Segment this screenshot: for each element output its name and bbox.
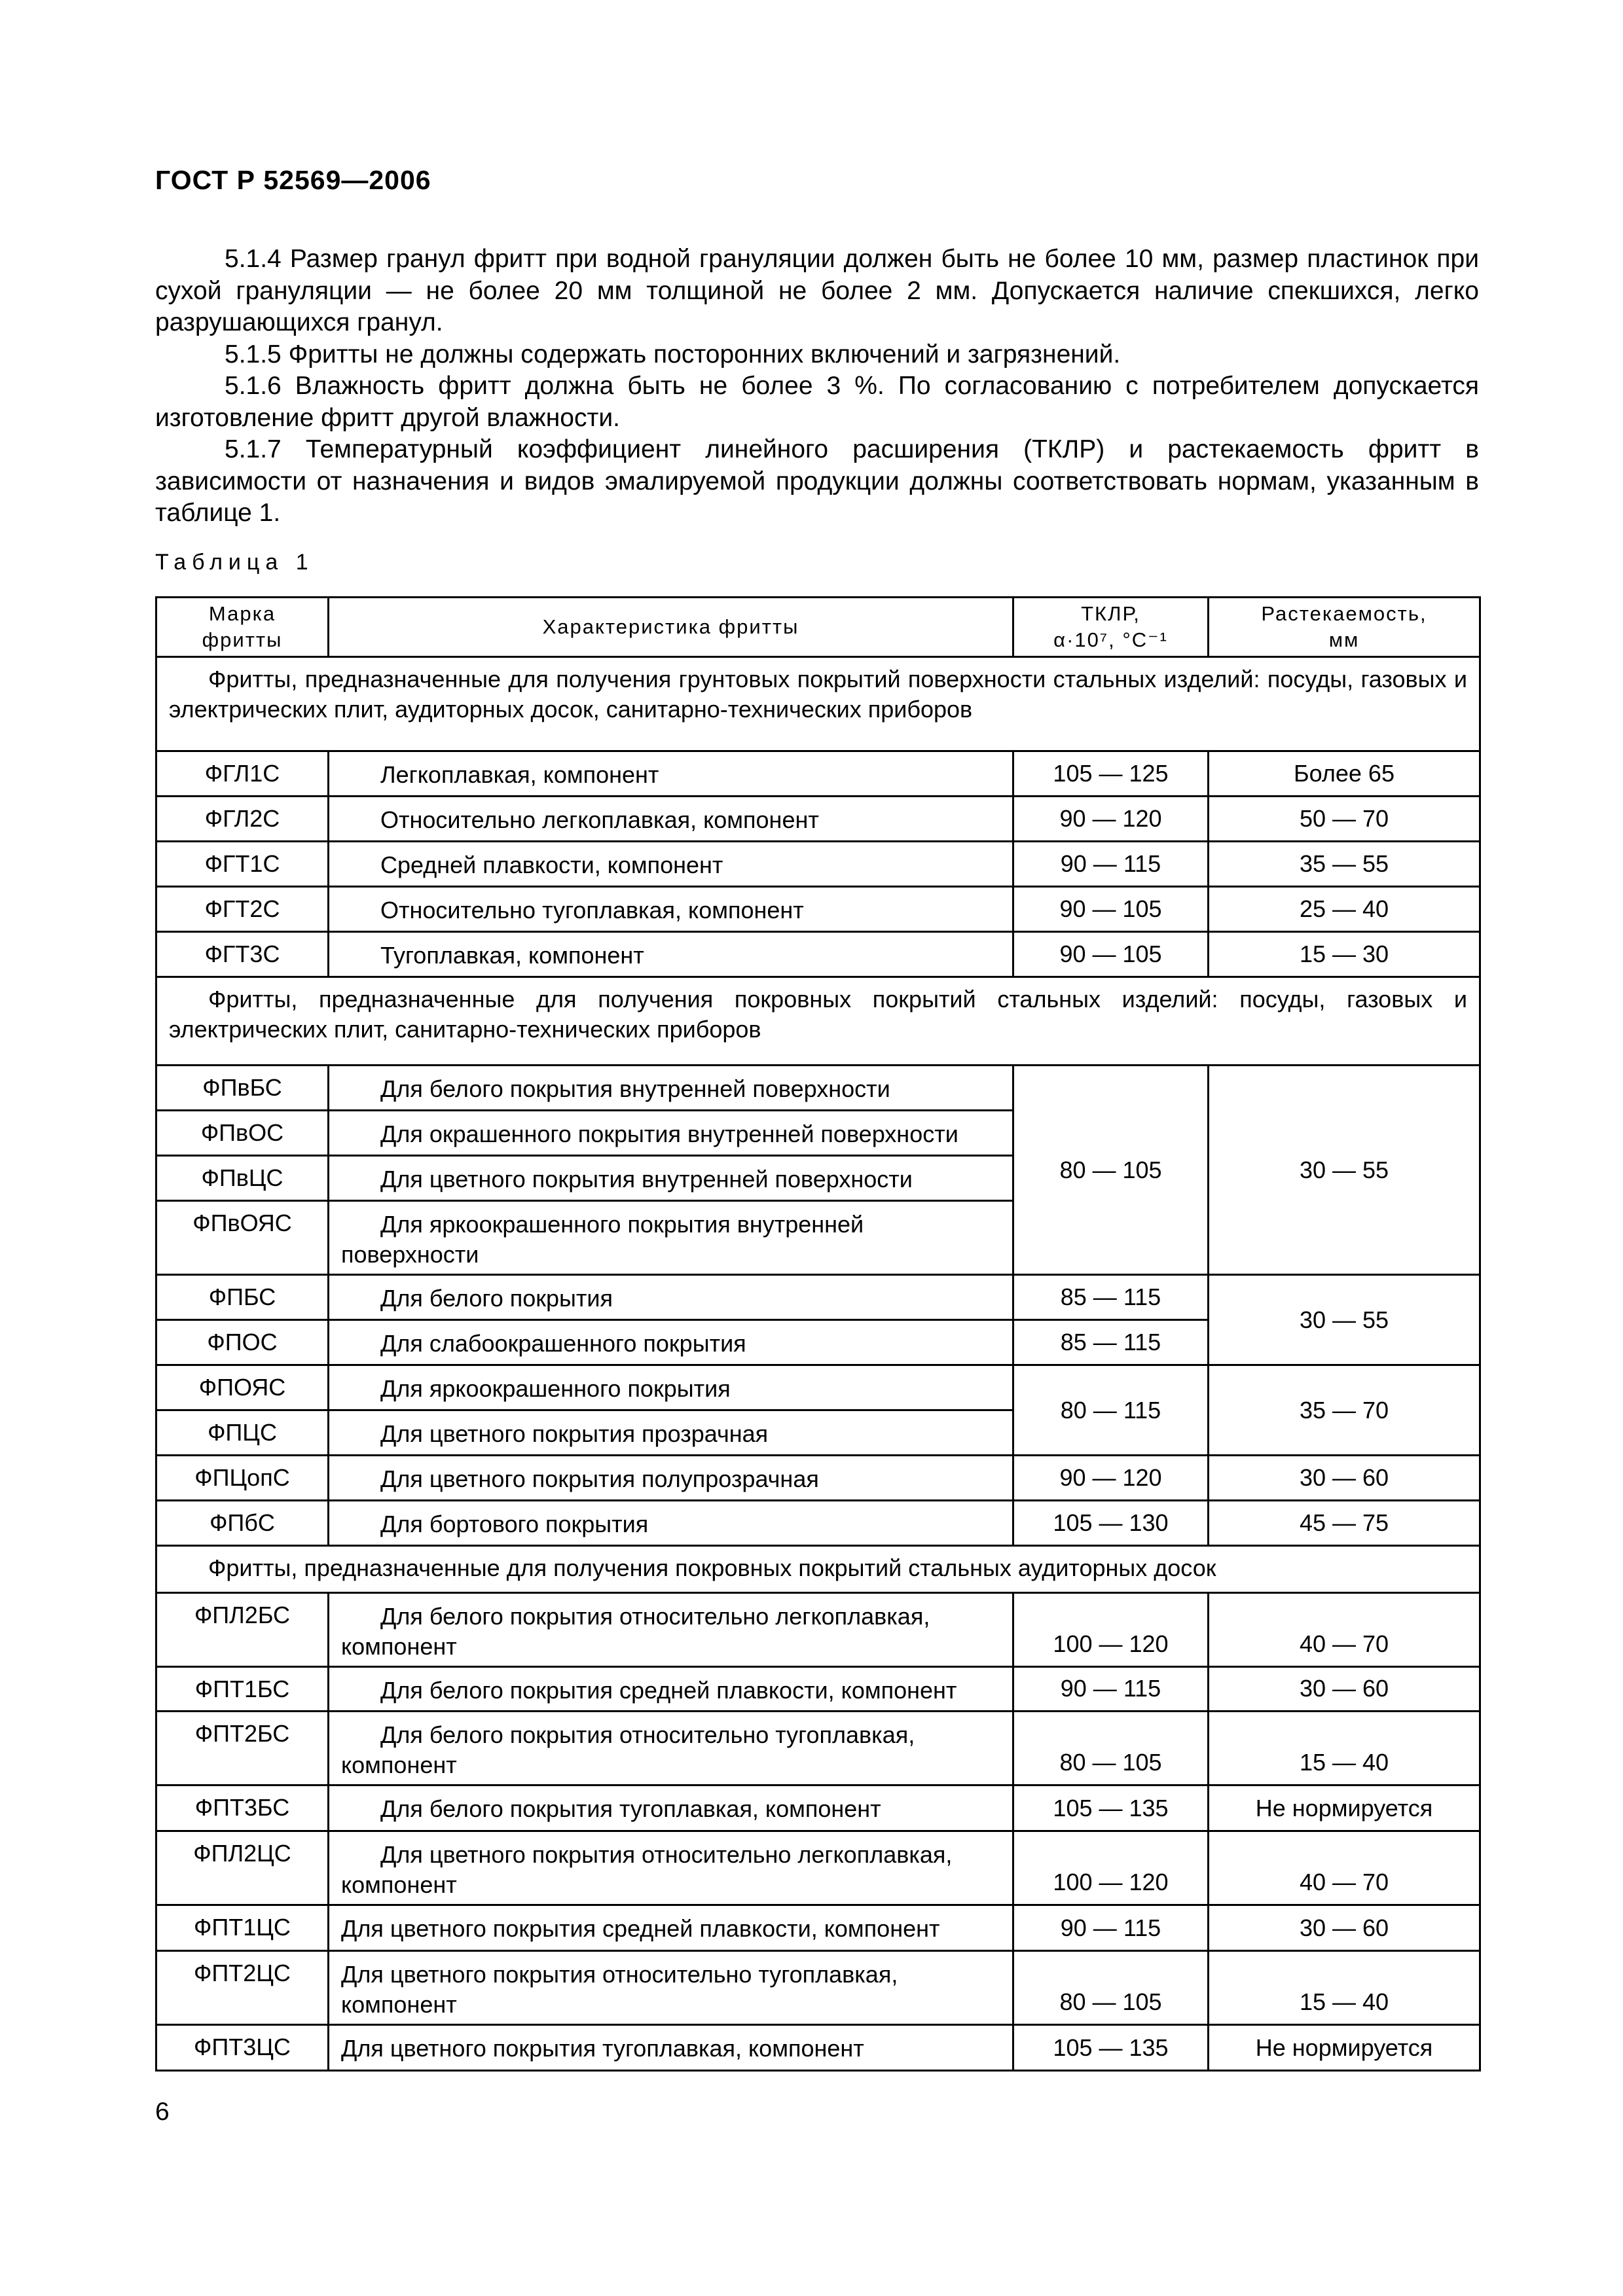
table-row [156, 1066, 1480, 1111]
section-heading: Фритты, предназначенные для получения покровных покрытий стальных изделий: посуды, газовых и электрических плит, санитарно-технических приборов [156, 977, 1480, 1066]
header-spread-label: Растекаемость, [1261, 602, 1427, 625]
table-row [156, 1951, 1480, 2025]
cell-mark: ФПТ2БС [156, 1712, 329, 1785]
cell-tklp: 85 — 115 [1013, 1275, 1209, 1320]
cell-description: Для цветного покрытия внутренней поверхности [329, 1156, 1013, 1201]
table-row [156, 1667, 1480, 1712]
cell-tklp: 85 — 115 [1013, 1320, 1209, 1365]
cell-description: Для белого покрытия тугоплавкая, компонент [329, 1785, 1013, 1831]
table-row [156, 2025, 1480, 2071]
cell-spread: 15 — 30 [1209, 932, 1480, 977]
cell-description: Относительно легкоплавкая, компонент [329, 797, 1013, 842]
cell-description: Для цветного покрытия относительно тугоплавкая, компонент [329, 1951, 1013, 2025]
header-tklp [1013, 598, 1209, 657]
cell-tklp: 90 — 115 [1013, 1667, 1209, 1712]
cell-description: Легкоплавкая, компонент [329, 751, 1013, 797]
table-section-row [156, 1546, 1480, 1593]
cell-tklp: 105 — 135 [1013, 2025, 1209, 2071]
cell-mark: ФГЛ2С [156, 797, 329, 842]
table-row [156, 932, 1480, 977]
cell-mark: ФГТ3С [156, 932, 329, 977]
cell-spread: 40 — 70 [1209, 1831, 1480, 1905]
cell-tklp: 80 — 105 [1013, 1951, 1209, 2025]
cell-tklp: 100 — 120 [1013, 1593, 1209, 1667]
table-row [156, 1501, 1480, 1546]
cell-mark: ФПЦопС [156, 1456, 329, 1501]
cell-description: Для белого покрытия относительно тугоплавкая, компонент [329, 1712, 1013, 1785]
cell-mark: ФПОС [156, 1320, 329, 1365]
cell-spread: 30 — 60 [1209, 1667, 1480, 1712]
table-row [156, 1456, 1480, 1501]
cell-mark: ФПвОС [156, 1111, 329, 1156]
table-row [156, 1831, 1480, 1905]
cell-mark: ФПЛ2БС [156, 1593, 329, 1667]
cell-description: Для яркоокрашенного покрытия внутренней поверхности [329, 1201, 1013, 1275]
table-caption: Таблица 1 [155, 550, 314, 575]
header-spread [1209, 598, 1480, 657]
cell-spread: 30 — 55 [1209, 1066, 1480, 1275]
cell-spread: 30 — 60 [1209, 1905, 1480, 1951]
cell-mark: ФГЛ1С [156, 751, 329, 797]
cell-tklp: 105 — 125 [1013, 751, 1209, 797]
body-text [155, 243, 1479, 529]
cell-mark: ФГТ2С [156, 887, 329, 932]
cell-spread: 50 — 70 [1209, 797, 1480, 842]
cell-description: Для белого покрытия внутренней поверхности [329, 1066, 1013, 1111]
cell-description: Для слабоокрашенного покрытия [329, 1320, 1013, 1365]
cell-description: Для цветного покрытия полупрозрачная [329, 1456, 1013, 1501]
cell-mark: ФГТ1С [156, 842, 329, 887]
cell-mark: ФПЛ2ЦС [156, 1831, 329, 1905]
cell-spread: 15 — 40 [1209, 1951, 1480, 2025]
header-spread-unit: мм [1328, 628, 1360, 651]
cell-tklp: 90 — 115 [1013, 842, 1209, 887]
cell-mark: ФПбС [156, 1501, 329, 1546]
cell-mark: ФПТ2ЦС [156, 1951, 329, 2025]
cell-tklp: 90 — 120 [1013, 1456, 1209, 1501]
cell-spread: 25 — 40 [1209, 887, 1480, 932]
frit-table [155, 596, 1481, 2072]
paragraph-5-1-4: 5.1.4 Размер гранул фритт при водной грануляции должен быть не более 10 мм, размер пластинок при сухой грануляции — не более 20 мм толщиной не более 2 мм. Допускается наличие спекшихся, легко разрушающихся гранул. [155, 245, 1479, 336]
cell-description: Тугоплавкая, компонент [329, 932, 1013, 977]
cell-tklp: 80 — 105 [1013, 1066, 1209, 1275]
table-row [156, 1785, 1480, 1831]
table-row [156, 887, 1480, 932]
cell-description: Для белого покрытия относительно легкоплавкая, компонент [329, 1593, 1013, 1667]
cell-tklp: 80 — 105 [1013, 1712, 1209, 1785]
cell-mark: ФПТ1БС [156, 1667, 329, 1712]
cell-mark: ФПОЯС [156, 1365, 329, 1410]
cell-mark: ФПвОЯС [156, 1201, 329, 1275]
cell-tklp: 80 — 115 [1013, 1365, 1209, 1456]
table-section-row [156, 977, 1480, 1066]
cell-mark: ФПБС [156, 1275, 329, 1320]
page-number: 6 [155, 2098, 170, 2126]
header-tklp-unit: α·10⁷, °С⁻¹ [1053, 628, 1168, 651]
cell-spread: 45 — 75 [1209, 1501, 1480, 1546]
cell-tklp: 105 — 135 [1013, 1785, 1209, 1831]
cell-mark: ФПЦС [156, 1410, 329, 1456]
cell-spread: 30 — 55 [1209, 1275, 1480, 1365]
table-row [156, 797, 1480, 842]
table-body [156, 657, 1480, 2071]
cell-tklp: 105 — 130 [1013, 1501, 1209, 1546]
table-row [156, 751, 1480, 797]
cell-spread: 35 — 70 [1209, 1365, 1480, 1456]
cell-mark: ФПТ1ЦС [156, 1905, 329, 1951]
cell-tklp: 90 — 115 [1013, 1905, 1209, 1951]
table-row [156, 842, 1480, 887]
table-header-row [156, 598, 1480, 657]
cell-description: Средней плавкости, компонент [329, 842, 1013, 887]
cell-description: Для цветного покрытия прозрачная [329, 1410, 1013, 1456]
table-row [156, 1365, 1480, 1410]
cell-description: Для цветного покрытия средней плавкости, компонент [329, 1905, 1013, 1951]
header-mark: Марка фритты [156, 598, 329, 657]
cell-tklp: 90 — 120 [1013, 797, 1209, 842]
table-row [156, 1593, 1480, 1667]
header-tklp-label: ТКЛР, [1081, 602, 1140, 625]
cell-spread: 15 — 40 [1209, 1712, 1480, 1785]
table-row [156, 1905, 1480, 1951]
section-heading: Фритты, предназначенные для получения грунтовых покрытий поверхности стальных изделий: посуды, газовых и электрических плит, аудиторных досок, санитарно-технических приборов [156, 657, 1480, 751]
cell-description: Для окрашенного покрытия внутренней поверхности [329, 1111, 1013, 1156]
table-section-row [156, 657, 1480, 751]
cell-description: Для цветного покрытия тугоплавкая, компонент [329, 2025, 1013, 2071]
cell-tklp: 90 — 105 [1013, 887, 1209, 932]
cell-mark: ФПвБС [156, 1066, 329, 1111]
cell-description: Для цветного покрытия относительно легкоплавкая, компонент [329, 1831, 1013, 1905]
paragraph-5-1-6: 5.1.6 Влажность фритт должна быть не более 3 %. По согласованию с потребителем допускается изготовление фритт другой влажности. [155, 372, 1479, 432]
table-row [156, 1275, 1480, 1320]
cell-description: Для белого покрытия средней плавкости, компонент [329, 1667, 1013, 1712]
cell-mark: ФПвЦС [156, 1156, 329, 1201]
cell-description: Для яркоокрашенного покрытия [329, 1365, 1013, 1410]
cell-tklp: 90 — 105 [1013, 932, 1209, 977]
cell-mark: ФПТ3ЦС [156, 2025, 329, 2071]
cell-description: Относительно тугоплавкая, компонент [329, 887, 1013, 932]
cell-mark: ФПТ3БС [156, 1785, 329, 1831]
header-description: Характеристика фритты [329, 598, 1013, 657]
paragraph-5-1-5: 5.1.5 Фритты не должны содержать посторонних включений и загрязнений. [225, 340, 1121, 368]
document-header-title: ГОСТ Р 52569—2006 [155, 165, 431, 195]
table-row [156, 1712, 1480, 1785]
cell-tklp: 100 — 120 [1013, 1831, 1209, 1905]
section-heading: Фритты, предназначенные для получения покровных покрытий стальных аудиторных досок [156, 1546, 1480, 1593]
cell-spread: 35 — 55 [1209, 842, 1480, 887]
cell-spread: Не нормируется [1209, 1785, 1480, 1831]
cell-spread: Более 65 [1209, 751, 1480, 797]
paragraph-5-1-7: 5.1.7 Температурный коэффициент линейного расширения (ТКЛР) и растекаемость фритт в зависимости от назначения и видов эмалируемой продукции должны соответствовать нормам, указанным в таблице 1. [155, 435, 1479, 527]
cell-description: Для бортового покрытия [329, 1501, 1013, 1546]
cell-description: Для белого покрытия [329, 1275, 1013, 1320]
cell-spread: 30 — 60 [1209, 1456, 1480, 1501]
cell-spread: Не нормируется [1209, 2025, 1480, 2071]
cell-spread: 40 — 70 [1209, 1593, 1480, 1667]
